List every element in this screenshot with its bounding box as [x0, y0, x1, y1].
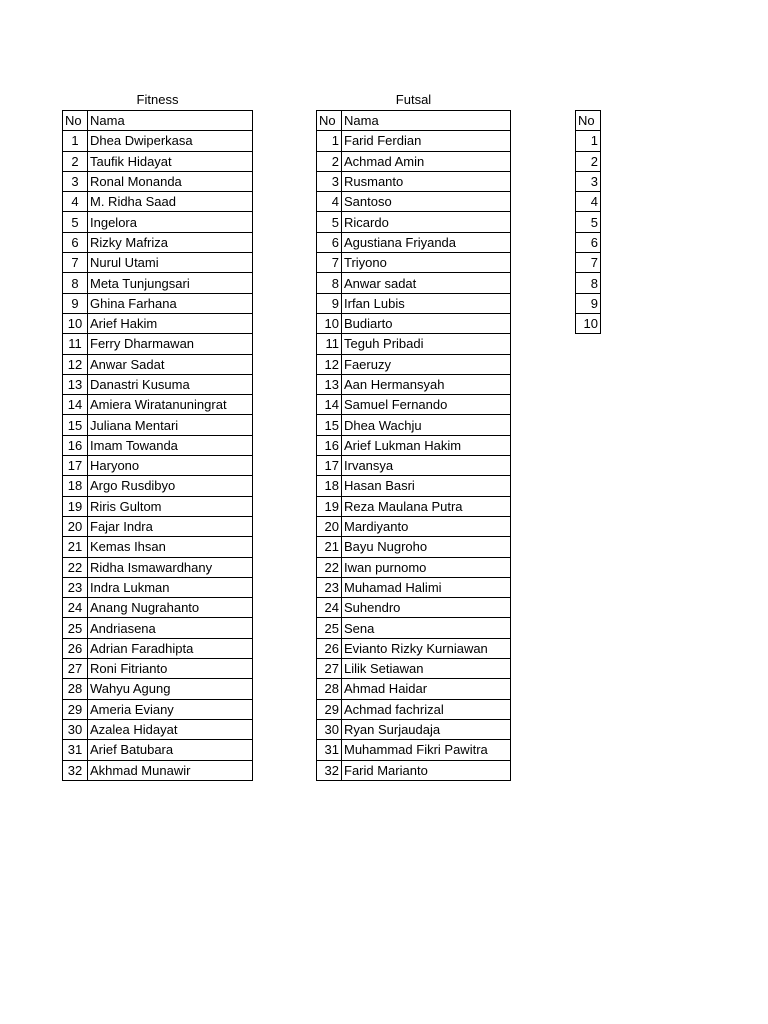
- table-row: [576, 212, 601, 232]
- row-name: Anang Nugrahanto: [88, 598, 253, 618]
- table-row: [576, 232, 601, 252]
- futsal-table: [316, 110, 511, 781]
- table-row: [317, 496, 511, 516]
- row-number: 4: [63, 192, 88, 212]
- table-row: [317, 516, 511, 536]
- row-number: 6: [63, 232, 88, 252]
- table-row: [317, 131, 511, 151]
- table-row: [317, 334, 511, 354]
- column-header-no: No: [317, 111, 342, 131]
- table-row: [317, 171, 511, 191]
- row-number: 30: [63, 719, 88, 739]
- row-number: 1: [317, 131, 342, 151]
- row-number: 1: [576, 131, 601, 151]
- futsal-section: [316, 90, 511, 781]
- fitness-section: [62, 90, 253, 781]
- table-row: [576, 171, 601, 191]
- row-name: Kemas Ihsan: [88, 537, 253, 557]
- table-row: [317, 456, 511, 476]
- row-name: Muhamad Halimi: [342, 577, 511, 597]
- table-row: [317, 374, 511, 394]
- table-row: [63, 151, 253, 171]
- row-number: 9: [63, 293, 88, 313]
- row-number: 15: [63, 415, 88, 435]
- row-number: 31: [63, 740, 88, 760]
- row-number: 27: [63, 659, 88, 679]
- row-name: Ferry Dharmawan: [88, 334, 253, 354]
- row-name: Andriasena: [88, 618, 253, 638]
- column-header-no: No: [576, 111, 601, 131]
- row-number: 7: [576, 253, 601, 273]
- row-number: 8: [576, 273, 601, 293]
- row-number: 29: [317, 699, 342, 719]
- third-title-spacer: [575, 90, 601, 110]
- row-number: 22: [63, 557, 88, 577]
- row-name: Ryan Surjaudaja: [342, 719, 511, 739]
- row-number: 5: [576, 212, 601, 232]
- row-name: Arief Batubara: [88, 740, 253, 760]
- row-number: 2: [576, 151, 601, 171]
- row-name: Faeruzy: [342, 354, 511, 374]
- table-row: [317, 435, 511, 455]
- row-name: Evianto Rizky Kurniawan: [342, 638, 511, 658]
- column-header-nama: Nama: [342, 111, 511, 131]
- row-number: 4: [317, 192, 342, 212]
- row-number: 11: [63, 334, 88, 354]
- row-number: 10: [576, 313, 601, 333]
- row-number: 21: [317, 537, 342, 557]
- row-number: 20: [317, 516, 342, 536]
- row-name: Iwan purnomo: [342, 557, 511, 577]
- row-name: Argo Rusdibyo: [88, 476, 253, 496]
- table-row: [317, 598, 511, 618]
- table-row: [63, 374, 253, 394]
- table-row: [63, 293, 253, 313]
- table-row: [317, 192, 511, 212]
- row-name: Agustiana Friyanda: [342, 232, 511, 252]
- table-row: [63, 496, 253, 516]
- table-row: [63, 212, 253, 232]
- row-number: 31: [317, 740, 342, 760]
- row-number: 3: [317, 171, 342, 191]
- table-row: [63, 131, 253, 151]
- third-table: [575, 110, 601, 334]
- table-row: [63, 273, 253, 293]
- row-name: Indra Lukman: [88, 577, 253, 597]
- row-name: Ronal Monanda: [88, 171, 253, 191]
- table-row: [63, 659, 253, 679]
- row-number: 18: [63, 476, 88, 496]
- table-row: [317, 719, 511, 739]
- row-number: 4: [576, 192, 601, 212]
- row-name: Ahmad Haidar: [342, 679, 511, 699]
- row-number: 24: [317, 598, 342, 618]
- row-number: 22: [317, 557, 342, 577]
- row-name: Budiarto: [342, 313, 511, 333]
- table-header-row: [576, 111, 601, 131]
- row-number: 20: [63, 516, 88, 536]
- table-row: [63, 638, 253, 658]
- row-number: 2: [317, 151, 342, 171]
- row-number: 10: [63, 313, 88, 333]
- table-row: [63, 679, 253, 699]
- table-row: [317, 395, 511, 415]
- row-number: 7: [317, 253, 342, 273]
- row-name: Riris Gultom: [88, 496, 253, 516]
- row-name: Anwar Sadat: [88, 354, 253, 374]
- table-row: [63, 516, 253, 536]
- table-row: [317, 476, 511, 496]
- row-name: Akhmad Munawir: [88, 760, 253, 780]
- fitness-table: [62, 110, 253, 781]
- table-row: [317, 232, 511, 252]
- table-row: [63, 415, 253, 435]
- table-row: [317, 212, 511, 232]
- row-name: Sena: [342, 618, 511, 638]
- row-name: Muhammad Fikri Pawitra: [342, 740, 511, 760]
- row-name: Hasan Basri: [342, 476, 511, 496]
- row-number: 8: [317, 273, 342, 293]
- row-number: 16: [317, 435, 342, 455]
- row-name: Ridha Ismawardhany: [88, 557, 253, 577]
- row-name: Suhendro: [342, 598, 511, 618]
- table-row: [317, 740, 511, 760]
- row-name: Imam Towanda: [88, 435, 253, 455]
- row-name: Adrian Faradhipta: [88, 638, 253, 658]
- table-row: [63, 171, 253, 191]
- fitness-title: Fitness: [136, 92, 179, 107]
- table-row: [63, 719, 253, 739]
- table-row: [63, 476, 253, 496]
- row-number: 3: [63, 171, 88, 191]
- table-row: [317, 253, 511, 273]
- row-name: Taufik Hidayat: [88, 151, 253, 171]
- row-name: Azalea Hidayat: [88, 719, 253, 739]
- row-number: 14: [317, 395, 342, 415]
- row-name: Aan Hermansyah: [342, 374, 511, 394]
- futsal-title: Futsal: [395, 92, 432, 107]
- row-name: Bayu Nugroho: [342, 537, 511, 557]
- table-row: [63, 557, 253, 577]
- row-number: 18: [317, 476, 342, 496]
- table-row: [63, 354, 253, 374]
- row-number: 23: [317, 577, 342, 597]
- row-name: Farid Marianto: [342, 760, 511, 780]
- table-row: [576, 293, 601, 313]
- row-number: 32: [63, 760, 88, 780]
- table-row: [317, 415, 511, 435]
- table-header-row: [63, 111, 253, 131]
- table-row: [317, 618, 511, 638]
- row-number: 26: [317, 638, 342, 658]
- row-number: 28: [317, 679, 342, 699]
- row-name: Rizky Mafriza: [88, 232, 253, 252]
- row-number: 28: [63, 679, 88, 699]
- table-row: [63, 618, 253, 638]
- table-row: [63, 334, 253, 354]
- row-name: Arief Hakim: [88, 313, 253, 333]
- row-number: 23: [63, 577, 88, 597]
- row-number: 12: [317, 354, 342, 374]
- table-row: [317, 354, 511, 374]
- row-number: 7: [63, 253, 88, 273]
- table-row: [576, 151, 601, 171]
- table-row: [576, 313, 601, 333]
- row-number: 13: [317, 374, 342, 394]
- table-row: [63, 313, 253, 333]
- row-name: Meta Tunjungsari: [88, 273, 253, 293]
- row-name: Juliana Mentari: [88, 415, 253, 435]
- table-row: [63, 699, 253, 719]
- row-name: Haryono: [88, 456, 253, 476]
- row-name: Achmad Amin: [342, 151, 511, 171]
- row-number: 30: [317, 719, 342, 739]
- row-number: 9: [317, 293, 342, 313]
- row-number: 21: [63, 537, 88, 557]
- row-name: Ingelora: [88, 212, 253, 232]
- third-section: [575, 90, 601, 334]
- row-name: Roni Fitrianto: [88, 659, 253, 679]
- row-name: Ricardo: [342, 212, 511, 232]
- row-name: Irfan Lubis: [342, 293, 511, 313]
- table-row: [63, 253, 253, 273]
- row-name: Arief Lukman Hakim: [342, 435, 511, 455]
- row-name: Fajar Indra: [88, 516, 253, 536]
- table-row: [317, 151, 511, 171]
- row-number: 5: [317, 212, 342, 232]
- table-header-row: [317, 111, 511, 131]
- row-number: 27: [317, 659, 342, 679]
- row-number: 32: [317, 760, 342, 780]
- table-row: [576, 131, 601, 151]
- row-number: 17: [317, 456, 342, 476]
- row-name: Ghina Farhana: [88, 293, 253, 313]
- table-row: [63, 395, 253, 415]
- row-name: Danastri Kusuma: [88, 374, 253, 394]
- row-name: Wahyu Agung: [88, 679, 253, 699]
- row-number: 6: [317, 232, 342, 252]
- table-row: [317, 293, 511, 313]
- row-name: Ameria Eviany: [88, 699, 253, 719]
- column-header-nama: Nama: [88, 111, 253, 131]
- table-row: [63, 598, 253, 618]
- table-row: [317, 659, 511, 679]
- row-number: 26: [63, 638, 88, 658]
- row-number: 1: [63, 131, 88, 151]
- row-number: 8: [63, 273, 88, 293]
- table-row: [63, 760, 253, 780]
- row-name: Rusmanto: [342, 171, 511, 191]
- table-row: [317, 577, 511, 597]
- table-row: [317, 679, 511, 699]
- row-name: Mardiyanto: [342, 516, 511, 536]
- row-name: Teguh Pribadi: [342, 334, 511, 354]
- row-name: Anwar sadat: [342, 273, 511, 293]
- row-number: 29: [63, 699, 88, 719]
- table-row: [317, 638, 511, 658]
- table-row: [63, 577, 253, 597]
- row-name: Dhea Wachju: [342, 415, 511, 435]
- column-header-no: No: [63, 111, 88, 131]
- row-number: 12: [63, 354, 88, 374]
- row-number: 17: [63, 456, 88, 476]
- row-number: 16: [63, 435, 88, 455]
- row-number: 11: [317, 334, 342, 354]
- row-name: Samuel Fernando: [342, 395, 511, 415]
- row-name: Dhea Dwiperkasa: [88, 131, 253, 151]
- row-number: 9: [576, 293, 601, 313]
- table-row: [317, 760, 511, 780]
- table-row: [63, 435, 253, 455]
- table-row: [63, 232, 253, 252]
- row-number: 19: [63, 496, 88, 516]
- row-number: 3: [576, 171, 601, 191]
- table-row: [317, 699, 511, 719]
- row-number: 5: [63, 212, 88, 232]
- row-number: 13: [63, 374, 88, 394]
- row-name: Nurul Utami: [88, 253, 253, 273]
- row-number: 19: [317, 496, 342, 516]
- table-row: [317, 537, 511, 557]
- row-name: Santoso: [342, 192, 511, 212]
- table-row: [63, 537, 253, 557]
- row-number: 6: [576, 232, 601, 252]
- row-number: 15: [317, 415, 342, 435]
- row-number: 24: [63, 598, 88, 618]
- table-row: [317, 273, 511, 293]
- table-row: [317, 557, 511, 577]
- row-name: Irvansya: [342, 456, 511, 476]
- table-row: [63, 740, 253, 760]
- row-name: Triyono: [342, 253, 511, 273]
- table-row: [63, 192, 253, 212]
- table-row: [317, 313, 511, 333]
- row-name: M. Ridha Saad: [88, 192, 253, 212]
- row-name: Amiera Wiratanuningrat: [88, 395, 253, 415]
- row-name: Farid Ferdian: [342, 131, 511, 151]
- row-name: Achmad fachrizal: [342, 699, 511, 719]
- row-name: Lilik Setiawan: [342, 659, 511, 679]
- table-row: [576, 253, 601, 273]
- row-number: 25: [317, 618, 342, 638]
- row-number: 14: [63, 395, 88, 415]
- table-row: [63, 456, 253, 476]
- row-number: 2: [63, 151, 88, 171]
- row-name: Reza Maulana Putra: [342, 496, 511, 516]
- row-number: 10: [317, 313, 342, 333]
- table-row: [576, 273, 601, 293]
- table-row: [576, 192, 601, 212]
- row-number: 25: [63, 618, 88, 638]
